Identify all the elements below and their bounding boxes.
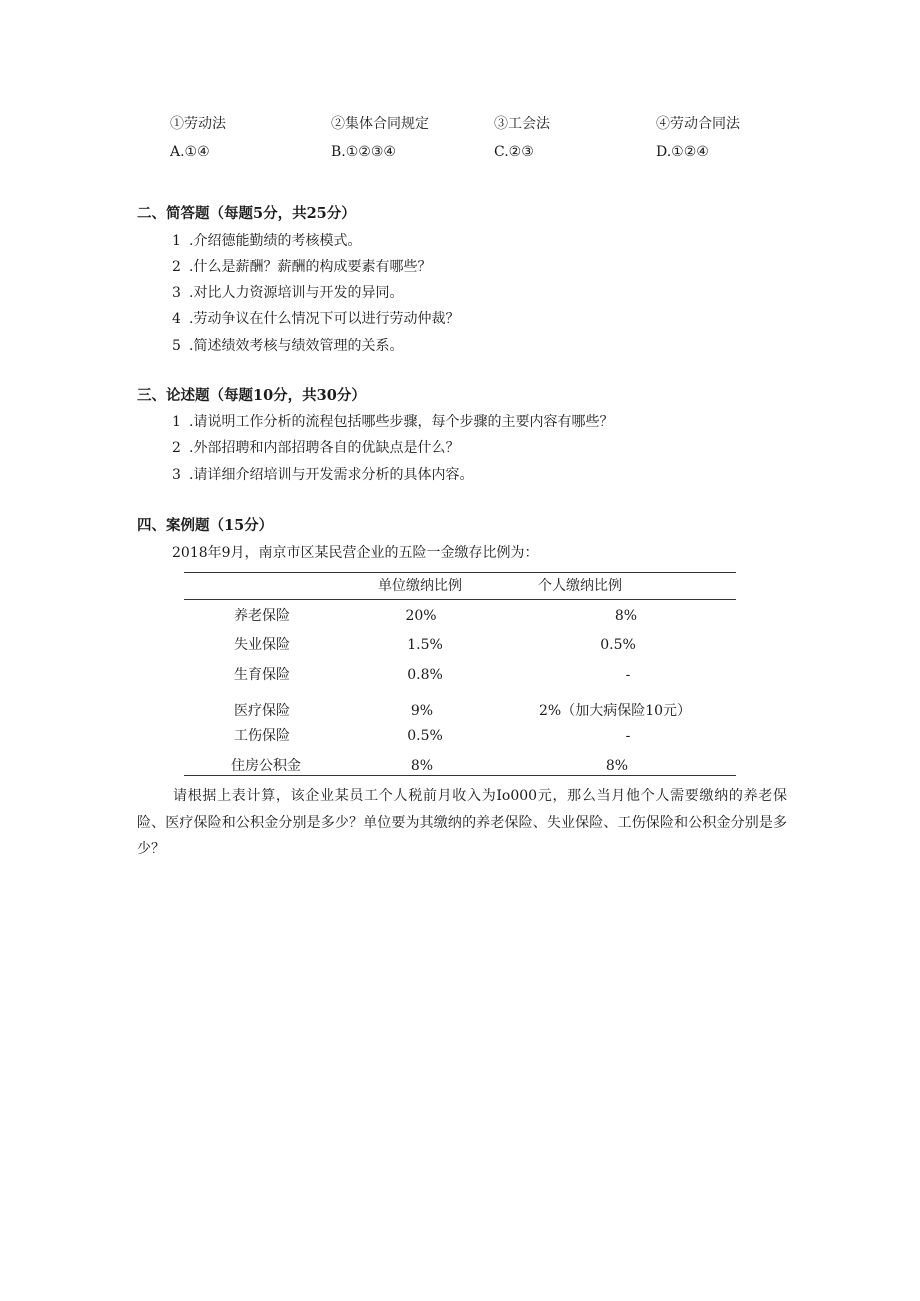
- table-cell: 工伤保险: [234, 728, 290, 744]
- question-item: [172, 437, 459, 459]
- table-cell: 医疗保险: [234, 703, 290, 719]
- question-number: 2: [172, 259, 181, 275]
- table-cell: -: [625, 667, 631, 683]
- question-number: 3: [172, 467, 181, 483]
- table-cell: 0.5%: [407, 728, 443, 744]
- answer-choice: B.①②③④: [331, 144, 396, 160]
- question-text: .介绍德能勤绩的考核模式。: [189, 233, 362, 249]
- option-item: ③工会法: [494, 116, 550, 132]
- question-item: [172, 230, 361, 252]
- table-top-rule: [184, 572, 736, 573]
- section-title-short-answer: 二、简答题（每题5分，共25分）: [137, 205, 356, 222]
- table-header-cell: 个人缴纳比例: [538, 578, 622, 594]
- question-text: .请说明工作分析的流程包括哪些步骤，每个步骤的主要内容有哪些？: [189, 414, 614, 430]
- question-item: [172, 464, 473, 486]
- table-cell: 养老保险: [234, 608, 290, 624]
- table-cell: 8%: [614, 608, 638, 624]
- question-number: 2: [172, 440, 181, 456]
- section-title-essay: 三、论述题（每题10分，共30分）: [137, 387, 366, 404]
- answer-choices-row: [0, 141, 920, 163]
- table-cell: 0.8%: [407, 667, 443, 683]
- table-cell: 0.5%: [600, 637, 636, 653]
- table-header-rule: [184, 599, 736, 600]
- answer-choice: A.①④: [170, 144, 210, 160]
- question-number: 3: [172, 285, 181, 301]
- question-text: .外部招聘和内部招聘各自的优缺点是什么？: [189, 440, 460, 456]
- question-text: .对比人力资源培训与开发的异同。: [189, 285, 404, 301]
- question-item: [172, 411, 613, 433]
- question-number: 1: [172, 233, 181, 249]
- table-header-cell: 单位缴纳比例: [378, 578, 462, 594]
- table-cell: -: [625, 728, 631, 744]
- table-cell: 失业保险: [234, 637, 290, 653]
- table-cell: 20%: [405, 608, 437, 624]
- case-question: [137, 783, 787, 863]
- table-cell: 住房公积金: [231, 758, 301, 774]
- table-cell: 9%: [410, 703, 434, 719]
- question-text: .劳动争议在什么情况下可以进行劳动仲裁？: [189, 311, 460, 327]
- answer-choice: D.①②④: [656, 144, 709, 160]
- case-intro: 2018年9月，南京市区某民营企业的五险一金缴存比例为：: [172, 545, 539, 561]
- table-cell: 8%: [410, 758, 434, 774]
- option-item: ②集体合同规定: [331, 116, 429, 132]
- case-question-text: 请根据上表计算，该企业某员工个人税前月收入为Io000元，那么当月他个人需要缴纳的养老保险、医疗保险和公积金分别是多少？单位要为其缴纳的养老保险、失业保险、工伤保险和公积金分别是多少？: [137, 788, 787, 857]
- question-item: [172, 282, 403, 304]
- option-item: ①劳动法: [170, 116, 226, 132]
- question-item: [172, 256, 431, 278]
- answer-choice: C.②③: [494, 144, 534, 160]
- question-item: [172, 335, 403, 357]
- options-row-1: [0, 113, 920, 135]
- section-title-case-study: 四、案例题（15分）: [137, 517, 274, 534]
- question-text: .什么是薪酬？薪酬的构成要素有哪些？: [189, 259, 432, 275]
- question-number: 5: [172, 338, 181, 354]
- table-cell: 1.5%: [407, 637, 443, 653]
- question-text: .请详细介绍培训与开发需求分析的具体内容。: [189, 467, 474, 483]
- question-number: 4: [172, 311, 181, 327]
- table-cell: 8%: [605, 758, 629, 774]
- question-number: 1: [172, 414, 181, 430]
- option-item: ④劳动合同法: [656, 116, 740, 132]
- question-text: .简述绩效考核与绩效管理的关系。: [189, 338, 404, 354]
- table-cell: 2%（加大病保险10元）: [538, 703, 692, 719]
- question-item: [172, 308, 459, 330]
- table-cell: 生育保险: [234, 667, 290, 683]
